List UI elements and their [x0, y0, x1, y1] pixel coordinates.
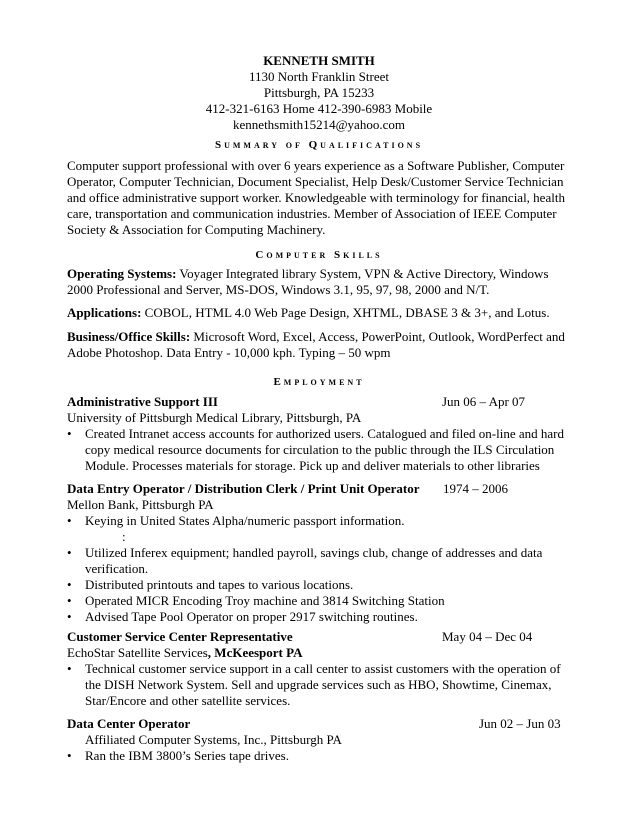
job-bullets — [67, 513, 577, 625]
list-item: • Distributed printouts and tapes to various locations. — [67, 577, 354, 592]
skills-office — [67, 329, 577, 361]
os-text: Voyager Integrated library System, VPN & Active Directory, Windows 2000 Professional and Server, MS-DOS, Windows 3.1, 95, 97, 98, 2000 and N/T. — [67, 266, 549, 297]
job-bullets — [67, 426, 577, 474]
job-entry — [67, 716, 577, 764]
employment-heading: Employment — [273, 376, 365, 388]
candidate-name: KENNETH SMITH — [263, 53, 375, 68]
list-item: • Created Intranet access accounts for authorized users. Catalogued and filed on-line and hard copy medical resource documents for circulation to the public through the ILS Circulation Module. Processes materials for storage. Pick up and deliver materials to other libraries — [67, 426, 565, 473]
bullet-icon: • — [67, 748, 72, 763]
bullet-icon: • — [67, 661, 72, 676]
job-entry — [67, 394, 577, 474]
job-entry — [67, 481, 577, 625]
list-item: • Operated MICR Encoding Troy machine and 3814 Switching Station — [67, 593, 445, 608]
list-item: • Advised Tape Pool Operator on proper 2917 switching routines. — [67, 609, 418, 624]
job-title: Customer Service Center Representative — [67, 629, 293, 644]
job-dates: May 04 – Dec 04 — [442, 629, 533, 644]
bullet-icon: • — [67, 545, 72, 560]
job-entry — [67, 629, 577, 709]
job-dates: 1974 – 2006 — [443, 481, 508, 496]
office-text: Microsoft Word, Excel, Access, PowerPoint, Outlook, WordPerfect and Adobe Photoshop. Data Entry - 10,000 kph. Typing – 50 wpm — [67, 329, 565, 360]
summary-text: Computer support professional with over 6 years experience as a Software Publisher, Computer Operator, Computer Technician, Document Specialist, Help Desk/Customer Service Technician and office administrative support worker. Knowledgeable with terminology for financial, health care, transportation and communication industries. Member of Association of IEEE Computer Society & Association for Computing Machinery. — [67, 158, 565, 237]
bullet-icon: • — [67, 593, 72, 608]
list-item: • Ran the IBM 3800’s Series tape drives. — [67, 748, 289, 763]
bullet-icon: • — [67, 513, 72, 528]
apps-label: Applications: — [67, 305, 142, 320]
job-dates: Jun 06 – Apr 07 — [442, 394, 526, 409]
summary-heading: Summary of Qualifications — [214, 139, 424, 151]
bullet-icon: • — [67, 577, 72, 592]
bullet-icon: • — [67, 426, 72, 441]
job-employer: Mellon Bank, Pittsburgh PA — [67, 497, 214, 512]
job-employer: EchoStar Satellite Services, McKeesport PA — [67, 645, 303, 660]
office-label: Business/Office Skills: — [67, 329, 191, 344]
skills-applications — [67, 305, 577, 321]
list-item: • Utilized Inferex equipment; handled payroll, savings club, change of addresses and data verification. — [67, 545, 543, 576]
job-bullets — [67, 748, 577, 764]
job-employer: Affiliated Computer Systems, Inc., Pittsburgh PA — [85, 732, 342, 747]
contact-header — [0, 53, 638, 133]
job-employer: University of Pittsburgh Medical Library, Pittsburgh, PA — [67, 410, 362, 425]
job-title: Data Center Operator — [67, 716, 191, 731]
stray-colon: : — [122, 529, 126, 544]
city-state-zip: Pittsburgh, PA 15233 — [263, 85, 375, 100]
skills-operating-systems — [67, 266, 577, 298]
job-title: Administrative Support III — [67, 394, 218, 409]
street-address: 1130 North Franklin Street — [249, 69, 389, 84]
bullet-icon: • — [67, 609, 72, 624]
list-item: • Keying in United States Alpha/numeric passport information. — [67, 513, 405, 528]
os-label: Operating Systems: — [67, 266, 177, 281]
apps-text: COBOL, HTML 4.0 Web Page Design, XHTML, DBASE 3 & 3+, and Lotus. — [141, 305, 550, 320]
phone-numbers: 412-321-6163 Home 412-390-6983 Mobile — [205, 101, 433, 116]
job-dates: Jun 02 – Jun 03 — [479, 716, 561, 731]
job-bullets — [67, 661, 577, 709]
skills-heading: Computer Skills — [255, 249, 383, 261]
job-title: Data Entry Operator / Distribution Clerk / Print Unit Operator — [67, 481, 420, 496]
email-address: kennethsmith15214@yahoo.com — [233, 117, 405, 132]
list-item: • Technical customer service support in a call center to assist customers with the operation of the DISH Network System. Sell and upgrade services such as HBO, Showtime, Cinemax, Star/Encore and other satellite services. — [67, 661, 561, 708]
